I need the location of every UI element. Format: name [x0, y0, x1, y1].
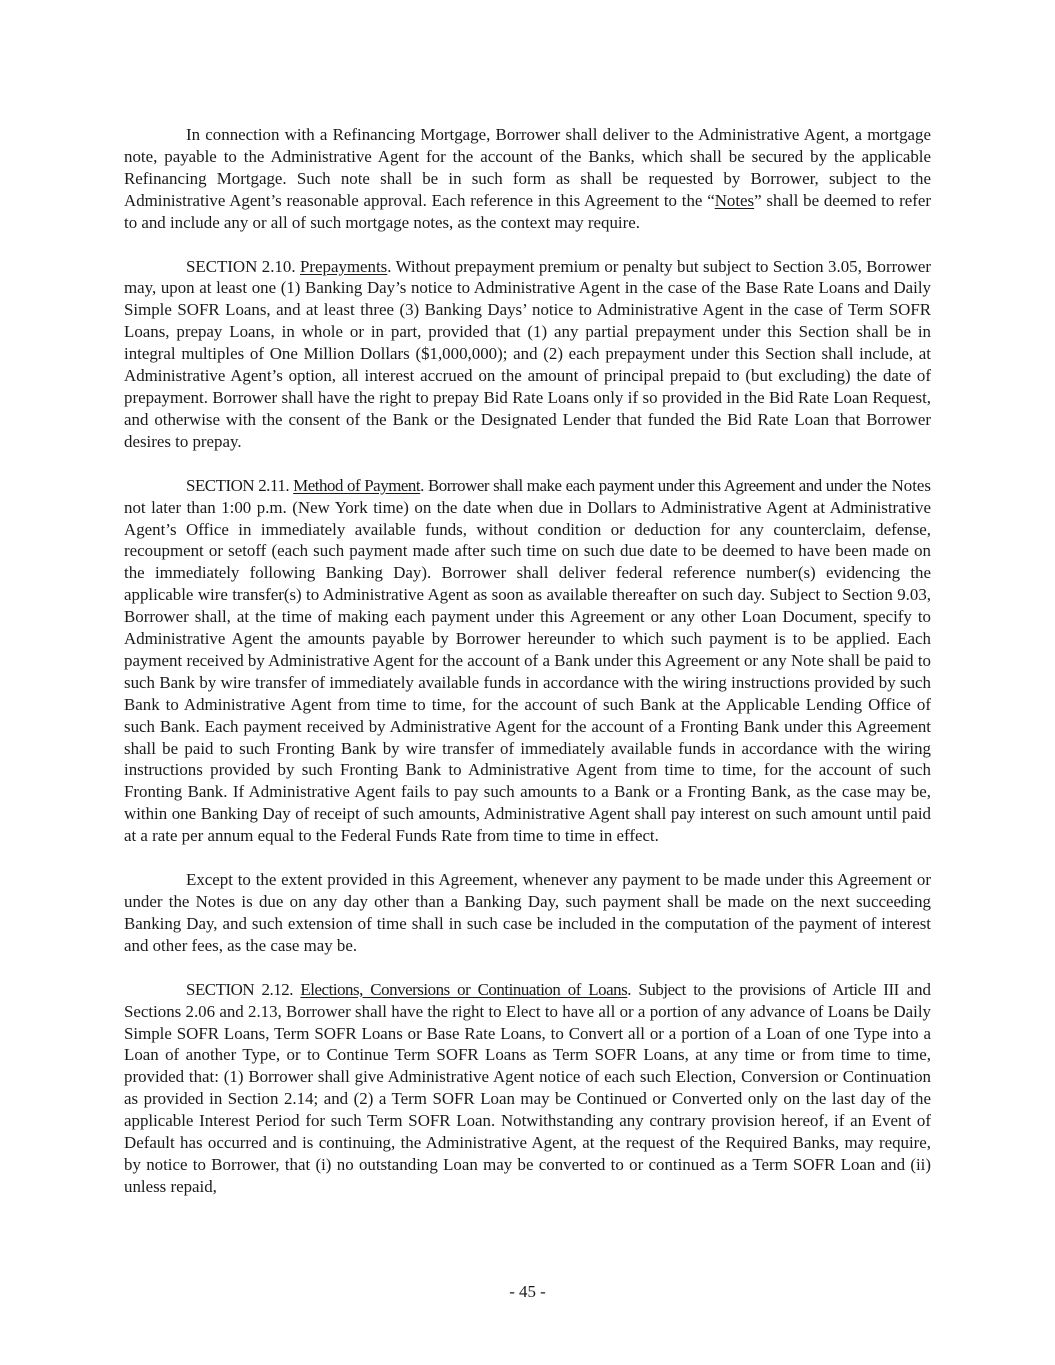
paragraph-text: ” shall be deemed to refer to and include any or all of such mortgage notes, as the context may require.	[124, 190, 931, 232]
document-page	[124, 124, 931, 1220]
paragraph-banking-day-extension	[124, 869, 931, 957]
section-body: and Sections 2.06 and 2.13, Borrower shall have the right to Elect to have all or a portion of any advance of Loans be Daily Simple SOFR Loans, Term SOFR Loans or Base Rate Loans, to Convert all or a portion of a Loan of one Type into a Loan of another Type, or to Continue Term SOFR Loans as Term SOFR Loans, at any time or from time to time, provided that: (1) Borrower shall give Administrative Agent notice of each such Election, Conversion or Continuation as provided in Section 2.14; and (2) a Term SOFR Loan may be Continued or Converted only on the last day of the applicable Interest Period for such Term SOFR Loan. Notwithstanding any contrary provision hereof, if an Event of Default has occurred and is continuing, the Administrative Agent, at the request of the Required Banks, may require, by notice to Borrower, that (i) no outstanding Loan may be converted to or continued as a Term SOFR Loan and (ii) unless repaid,	[124, 979, 931, 1196]
section-heading: Method of Payment	[293, 475, 421, 495]
section-heading: Prepayments	[300, 256, 388, 276]
section-2-10-prepayments	[124, 256, 931, 453]
page-number: - 45 -	[509, 1282, 546, 1301]
defined-term-notes: Notes	[714, 190, 755, 210]
section-number: SECTION 2.11.	[186, 475, 290, 495]
section-body-lead: . Borrower shall make each payment under this Agreement and under	[420, 475, 862, 495]
section-heading: Elections, Conversions or Continuation of Loans	[300, 979, 628, 999]
paragraph-text: In connection with a Refinancing Mortgage, Borrower shall deliver to the Administrative Agent, a mortgage note, payable to the Administrative Agent for the account of the Banks, which shall be secured by the applicable Refinancing Mortgage. Such note shall be in such form as shall be requested by Borrower, subject to the Administrative Agent’s reasonable approval. Each reference in this Agreement to the “	[124, 125, 931, 210]
section-number: SECTION 2.12.	[186, 979, 294, 999]
paragraph-refinancing-mortgage-note	[124, 124, 931, 234]
section-number: SECTION 2.10.	[186, 256, 296, 276]
section-body: . Without prepayment premium or penalty but subject to Section 3.05, Borrower may, upon at least one (1) Banking Day’s notice to Administrative Agent in the case of the Base Rate Loans and Daily Simple SOFR Loans, and at least three (3) Banking Days’ notice to Administrative Agent in the case of Term SOFR Loans, prepay Loans, in whole or in part, provided that (1) any partial prepayment under this Section shall be in integral multiples of One Million Dollars ($1,000,000); and (2) each prepayment under this Section shall include, at Administrative Agent’s option, all interest accrued on the amount of principal prepaid to (but excluding) the date of prepayment. Borrower shall have the right to prepay Bid Rate Loans only if so provided in the Bid Rate Loan Request, and otherwise with the consent of the Bank or the Designated Lender that funded the Bid Rate Loan that Borrower desires to prepay.	[124, 256, 931, 451]
section-body: the Notes not later than 1:00 p.m. (New York time) on the date when due in Dollars to Administrative Agent at Administrative Agent’s Office in immediately available funds, without condition or deduction for any counterclaim, defense, recoupment or setoff (each such payment made after such time on such due date to be deemed to have been made on the immediately following Banking Day). Borrower shall deliver federal reference number(s) evidencing the applicable wire transfer(s) to Administrative Agent as soon as available thereafter on such day. Subject to Section 9.03, Borrower shall, at the time of making each payment under this Agreement or any other Loan Document, specify to Administrative Agent the amounts payable by Borrower hereunder to which such payment is to be applied. Each payment received by Administrative Agent for the account of a Bank under this Agreement or any Note shall be paid to such Bank by wire transfer of immediately available funds in accordance with the wiring instructions provided by such Bank to Administrative Agent from time to time, for the account of such Bank at the Applicable Lending Office of such Bank. Each payment received by Administrative Agent for the account of a Fronting Bank under this Agreement shall be paid to such Fronting Bank by wire transfer of immediately available funds in accordance with the wiring instructions provided by such Fronting Bank to Administrative Agent from time to time, for the account of such Fronting Bank. If Administrative Agent fails to pay such amounts to a Bank or a Fronting Bank, as the case may be, within one Banking Day of receipt of such amounts, Administrative Agent shall pay interest on such amount until paid at a rate per annum equal to the Federal Funds Rate from time to time in effect.	[124, 475, 931, 846]
section-2-11-method-of-payment	[124, 475, 931, 847]
section-body-lead: . Subject to the provisions of Article III	[627, 979, 899, 999]
paragraph-text: Except to the extent provided in this Agreement, whenever any payment to be made under this Agreement or under the Notes is due on any day other than a Banking Day, such payment shall be made on the next succeeding Banking Day, and such extension of time shall in such case be included in the computation of the payment of interest and other fees, as the case may be.	[124, 870, 931, 955]
section-2-12-elections-conversions	[124, 979, 931, 1198]
